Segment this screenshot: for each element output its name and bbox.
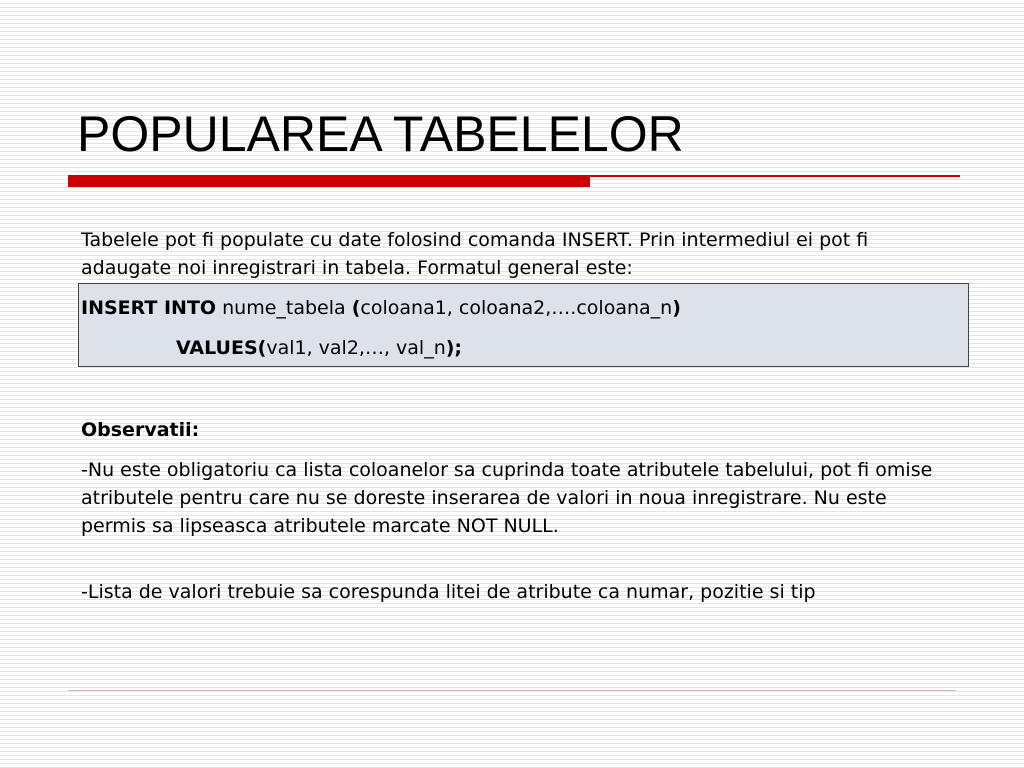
values-keyword: VALUES( <box>176 337 267 359</box>
insert-into-line <box>81 294 681 322</box>
observations-heading: Observatii: <box>81 419 200 441</box>
open-paren: ( <box>351 297 361 319</box>
value-list-placeholder: val1, val2,…, val_n <box>266 337 446 359</box>
values-line <box>176 334 462 362</box>
title-underline-thin <box>590 175 960 177</box>
table-name-placeholder: nume_tabela <box>216 297 352 319</box>
slide-title: POPULAREA TABELELOR <box>77 106 684 162</box>
insert-into-keyword: INSERT INTO <box>81 297 217 319</box>
footer-divider <box>68 690 956 691</box>
intro-paragraph: Tabelele pot fi populate cu date folosind comanda INSERT. Prin intermediul ei pot fi adaugate noi inregistrari in tabela. Formatul general este: <box>81 229 869 279</box>
insert-syntax-box <box>78 283 969 367</box>
statement-terminator: ); <box>445 337 463 359</box>
close-paren: ) <box>672 297 681 319</box>
observation-item: -Nu este obligatoriu ca lista coloanelor sa cuprinda toate atributele tabelului, pot fi omise atributele pentru care nu se doreste inserarea de valori in noua inregistrare. Nu este permis sa lipseasca atributele marcate NOT NULL. <box>81 459 933 537</box>
column-list-placeholder: coloana1, coloana2,….coloana_n <box>360 297 673 319</box>
observation-item: -Lista de valori trebuie sa corespunda litei de atribute ca numar, pozitie si tip <box>81 581 816 603</box>
title-underline-thick <box>68 175 590 187</box>
